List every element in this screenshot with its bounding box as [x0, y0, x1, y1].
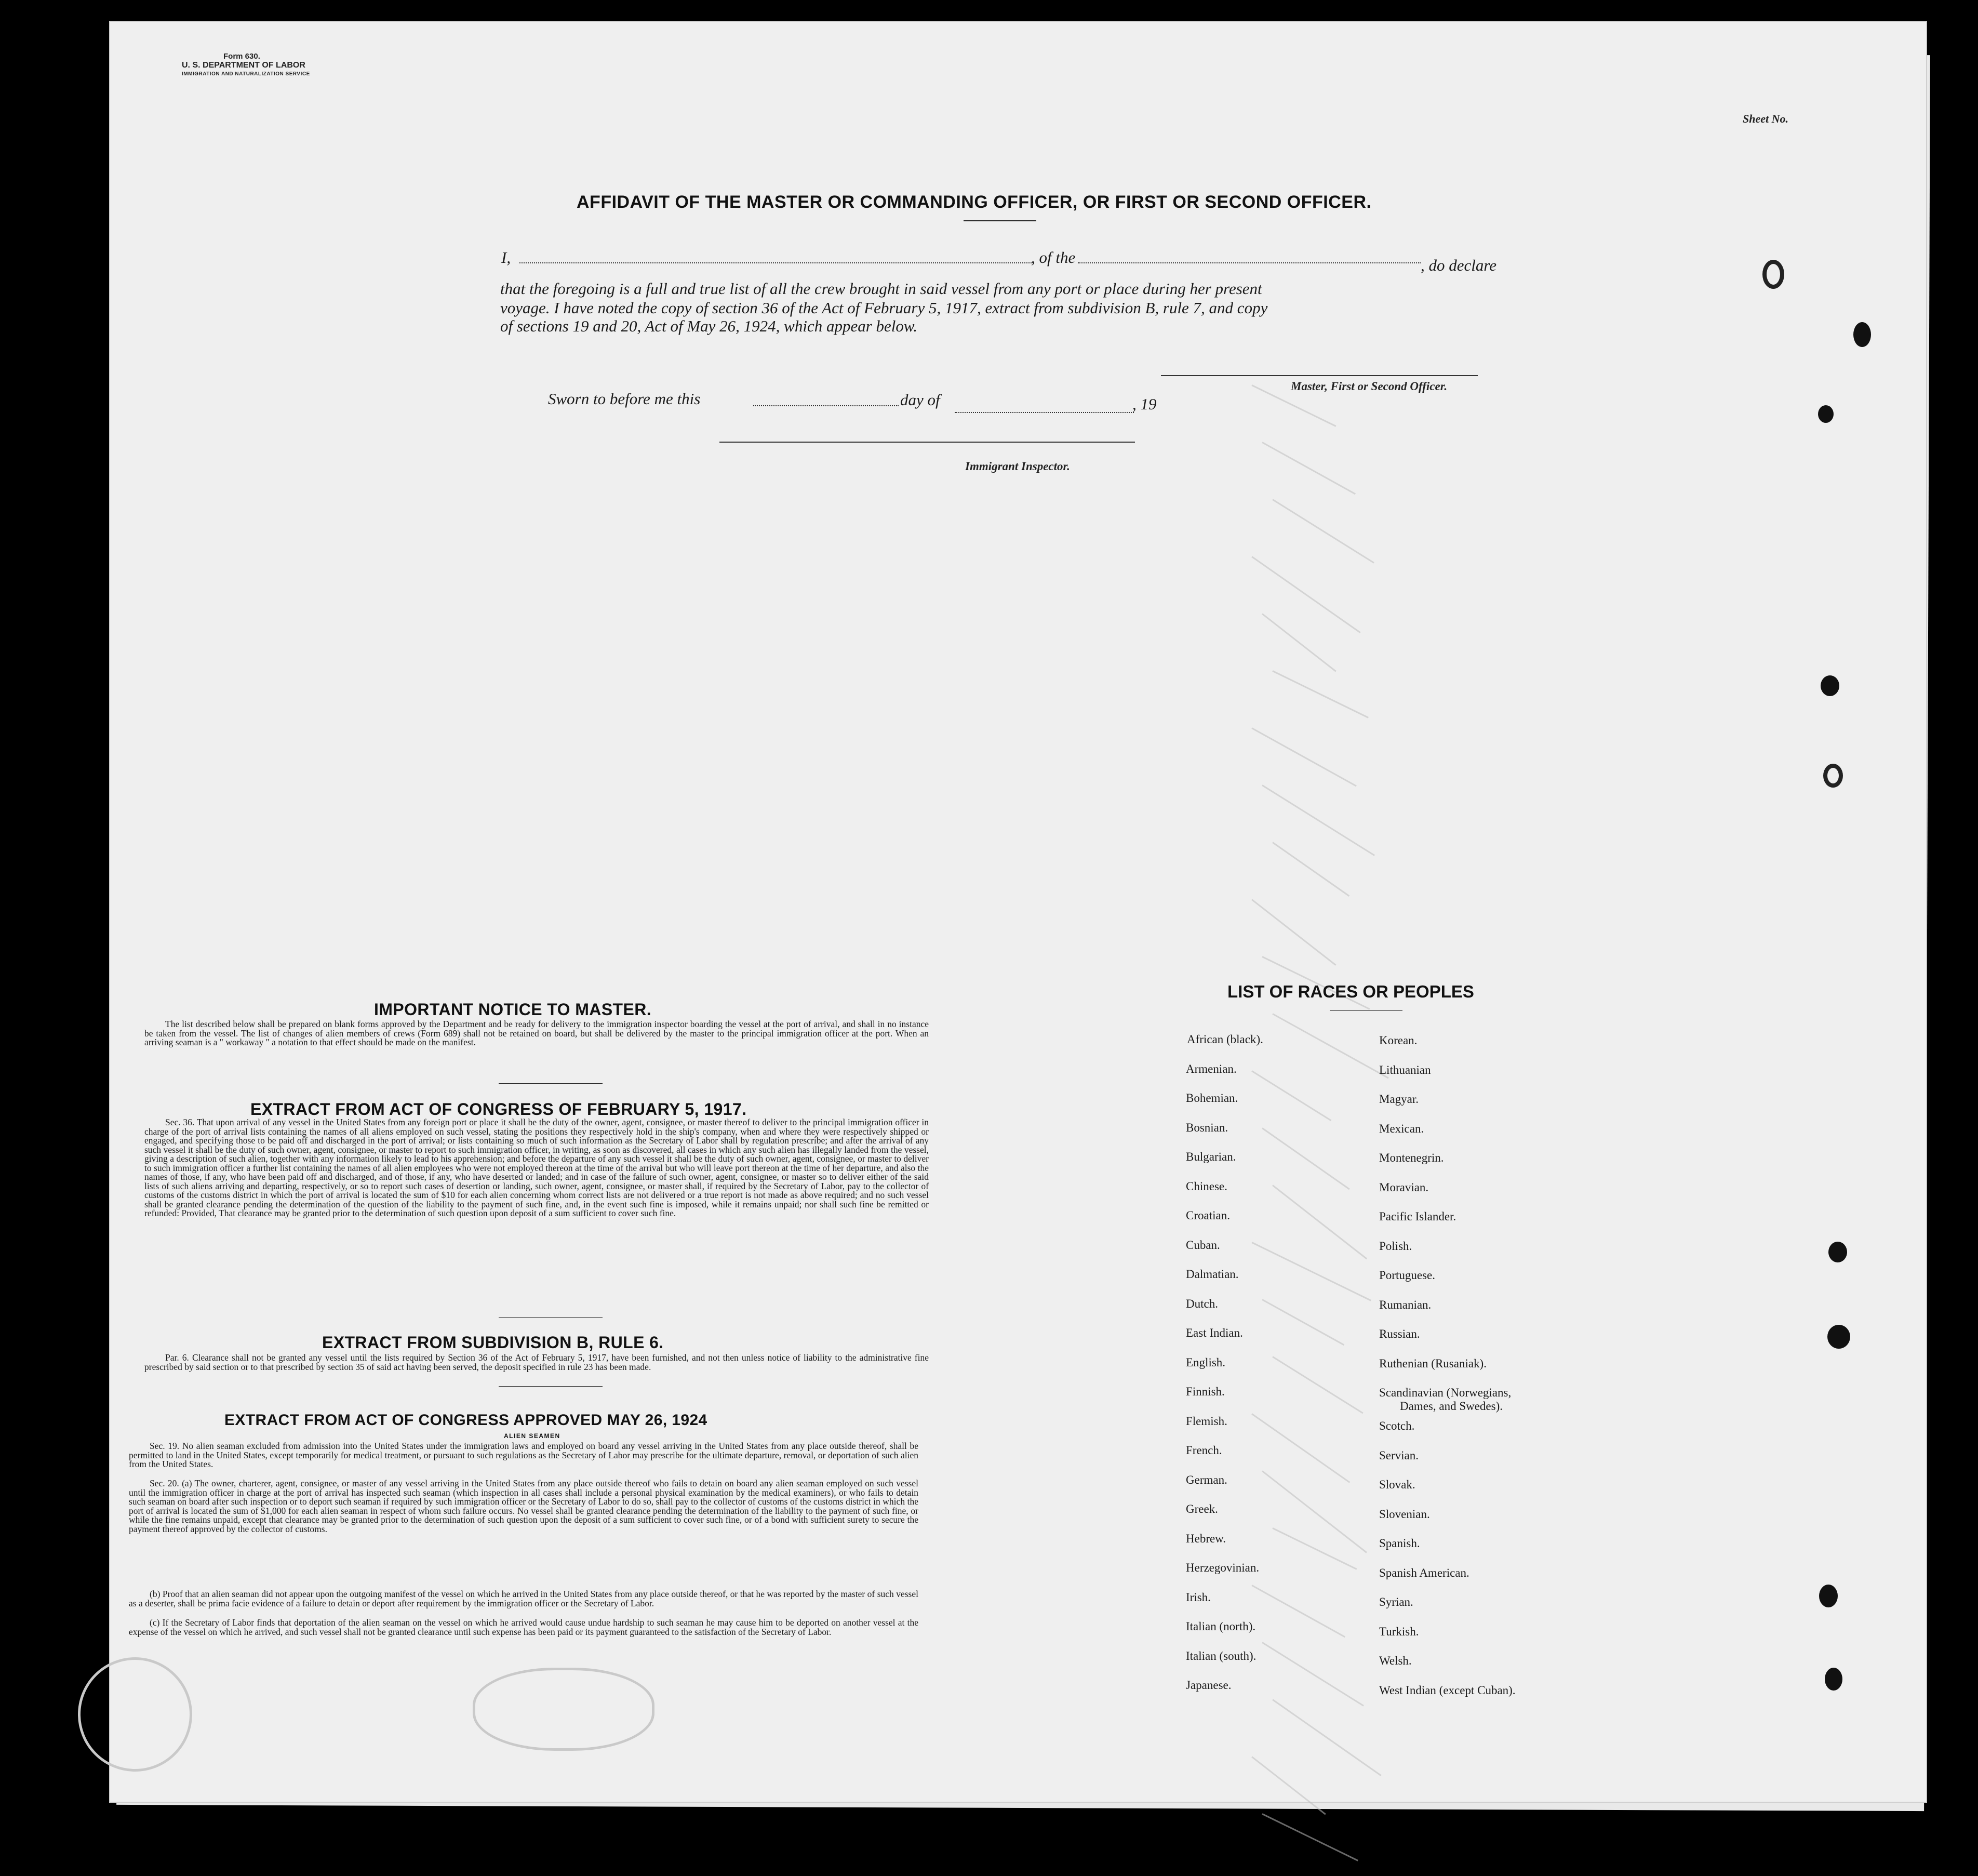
race-item: Mexican.	[1379, 1122, 1424, 1135]
master-name-field[interactable]	[519, 262, 1034, 263]
notice-body: The list described below shall be prepared on blank forms approved by the Department and be ready for delivery to the immigration inspector boarding the vessel at the port of arrival, and shall in no instance be taken from the vessel. The list of changes of alien members of crews (Form 689) shall not be retained on board, but shall be delivered by the master to the principal immigration officer at the port. When an arriving seaman is a " workaway " a notation to that effect should be made on the manifest.	[144, 1019, 929, 1047]
affidavit-i-label: I,	[501, 248, 511, 267]
extract-1924-sec20c: (c) If the Secretary of Labor finds that deportation of the alien seaman on the vessel on which he arrived would cause undue hardship to such seaman he may cause him to be deported on another vessel at the expense of the vessel on which he arrived, and such vessel shall not be granted clearance until such expense has been paid or its payment guaranteed to the satisfaction of the Secretary of Labor.	[129, 1617, 918, 1637]
race-item: Polish.	[1379, 1239, 1412, 1253]
race-item: Moravian.	[1379, 1180, 1429, 1194]
bleed-through-stroke	[1251, 727, 1357, 787]
inspector-signature-field[interactable]	[719, 442, 1135, 443]
race-item: Bohemian.	[1186, 1092, 1238, 1105]
punch-hole	[1825, 1668, 1842, 1691]
bleed-through-stroke	[1272, 1185, 1367, 1259]
race-item: Scandinavian (Norwegians,	[1379, 1386, 1512, 1399]
race-item: Turkish.	[1379, 1625, 1419, 1638]
divider	[499, 1386, 603, 1387]
service-name: IMMIGRATION AND NATURALIZATION SERVICE	[182, 71, 310, 77]
bleed-through-stroke	[1262, 1127, 1350, 1190]
bleed-through-stroke	[1251, 556, 1361, 633]
race-item: English.	[1186, 1355, 1226, 1369]
races-underline	[1330, 1010, 1402, 1011]
extract-1924-sec20a: Sec. 20. (a) The owner, charterer, agent, consignee, or master of any vessel arriving in the United States from any place outside thereof who fails to detain on board any alien seaman employed on such vessel until the immigration officer in charge at the port of arrival has inspected such seaman (which inspection in all cases shall include a personal physical examination by the medical examiners), or who fails to detain such seaman on board after such inspection or to deport such seaman if required by such immigration officer or the Secretary of Labor to do so, shall pay to the collector of customs of the customs district in which the port of arrival is located the sum of $1,000 for each alien seaman in respect of whom such failure occurs. No vessel shall be granted clearance pending the determination of the liability to the payment of such fine, or while the fine remains unpaid, except that clearance may be granted prior to the determination of such question upon the deposit of a sum sufficient to cover such fine, or of a bond with sufficient surety to secure the payment thereof approved by the collector of customs.	[129, 1478, 918, 1534]
extract-1924-title: EXTRACT FROM ACT OF CONGRESS APPROVED MAY 26, 1924	[224, 1412, 707, 1429]
race-item: Montenegrin.	[1379, 1151, 1444, 1164]
race-item: Scotch.	[1379, 1419, 1415, 1432]
race-item: Russian.	[1379, 1327, 1420, 1340]
extract-1917-title: EXTRACT FROM ACT OF CONGRESS OF FEBRUARY 5, 1917.	[250, 1100, 747, 1119]
punch-hole	[1828, 1242, 1847, 1262]
notice-title: IMPORTANT NOTICE TO MASTER.	[374, 1000, 652, 1019]
bleed-through-stroke	[1251, 1585, 1345, 1638]
race-item: Bulgarian.	[1186, 1150, 1236, 1163]
bleed-through-stroke	[1251, 1242, 1371, 1301]
bleed-through-stroke	[1272, 1699, 1382, 1776]
race-item: Portuguese.	[1379, 1269, 1435, 1282]
seal-stamp	[78, 1657, 192, 1772]
affidavit-line-4: of sections 19 and 20, Act of May 26, 1924, which appear below.	[500, 317, 918, 335]
race-item: Welsh.	[1379, 1654, 1412, 1667]
date-stamp	[473, 1668, 654, 1751]
sworn-label: Sworn to before me this	[548, 390, 701, 408]
race-item: Slovenian.	[1379, 1507, 1430, 1521]
sworn-month-field[interactable]	[955, 412, 1134, 413]
bleed-through-stroke	[1272, 1013, 1388, 1079]
sheet-number-label: Sheet No.	[1743, 112, 1788, 125]
bleed-through-stroke	[1251, 1070, 1331, 1121]
affidavit-do-declare: , do declare	[1421, 256, 1497, 274]
punch-hole	[1827, 1325, 1850, 1349]
race-item: Dalmatian.	[1186, 1268, 1239, 1281]
race-item: Croatian.	[1186, 1209, 1230, 1222]
race-item: Hebrew.	[1186, 1532, 1226, 1545]
bleed-through-stroke	[1272, 670, 1369, 719]
race-item: German.	[1186, 1473, 1227, 1486]
race-item: Syrian.	[1379, 1595, 1413, 1608]
race-item: Japanese.	[1186, 1679, 1232, 1692]
race-item: Spanish American.	[1379, 1566, 1469, 1579]
divider	[499, 1083, 603, 1084]
race-item: Spanish.	[1379, 1537, 1420, 1550]
punch-hole	[1823, 764, 1843, 788]
affidavit-line-3: voyage. I have noted the copy of section 36 of the Act of February 5, 1917, extract from subdivision B, rule 7, and copy	[500, 299, 1268, 317]
bleed-through-stroke	[1262, 1299, 1344, 1346]
race-item: Armenian.	[1186, 1062, 1237, 1075]
bleed-through-stroke	[1262, 1813, 1358, 1861]
divider	[499, 1317, 603, 1318]
extract-1924-sec20b: (b) Proof that an alien seaman did not appear upon the outgoing manifest of the vessel on which he arrived in the United States from any place outside thereof, or that he was reported by the master of such vessel as a deserter, shall be prima facie evidence of a failure to detain or deport after requirement by the immigration officer or the Secretary of Labor.	[129, 1589, 918, 1608]
race-item: Cuban.	[1186, 1238, 1220, 1252]
extract-1924-sec19: Sec. 19. No alien seaman excluded from admission into the United States under the immigration laws and employed on board any vessel arriving in the United States from any place outside thereof, shall be permitted to land in the United States, except temporarily for medical treatment, or pursuant to such regulations as the Secretary of Labor may prescribe for the ultimate departure, removal, or deportation of such alien from the United States.	[129, 1441, 918, 1469]
bleed-through-stroke	[1272, 842, 1349, 897]
affidavit-of-the: , of the	[1031, 248, 1076, 267]
form-number: Form 630.	[223, 52, 260, 61]
punch-hole	[1819, 1585, 1838, 1607]
bleed-through-stroke	[1262, 613, 1337, 672]
extract-rule6-body: Par. 6. Clearance shall not be granted any vessel until the lists required by Section 36 of the Act of February 5, 1917, have been furnished, and not then unless notice of liability to the administrative fine prescribed by said section or to that prescribed by section 35 of said act having been served, the deposit specified in rule 23 has been made.	[144, 1352, 929, 1372]
race-item: Pacific Islander.	[1379, 1210, 1456, 1223]
race-item: Irish.	[1186, 1590, 1211, 1604]
punch-hole	[1821, 675, 1839, 696]
master-signature-caption: Master, First or Second Officer.	[1291, 380, 1448, 393]
race-item: Italian (south).	[1186, 1649, 1257, 1662]
punch-hole	[1818, 405, 1834, 423]
affidavit-line-2: that the foregoing is a full and true list of all the crew brought in said vessel from any port or place during her present	[500, 280, 1262, 298]
race-item: Dutch.	[1186, 1297, 1218, 1310]
bleed-through-stroke	[1251, 1413, 1350, 1483]
race-item: West Indian (except Cuban).	[1379, 1683, 1516, 1697]
race-item: French.	[1186, 1444, 1222, 1457]
race-item: East Indian.	[1186, 1326, 1243, 1339]
extract-rule6-title: EXTRACT FROM SUBDIVISION B, RULE 6.	[322, 1333, 664, 1352]
race-item: Italian (north).	[1186, 1620, 1256, 1633]
bleed-through-stroke	[1272, 1356, 1363, 1414]
race-item: Rumanian.	[1379, 1298, 1432, 1311]
race-item: Bosnian.	[1186, 1121, 1228, 1134]
bleed-through-stroke	[1262, 1642, 1364, 1706]
vessel-name-field[interactable]	[1078, 262, 1421, 263]
affidavit-title: AFFIDAVIT OF THE MASTER OR COMMANDING OFFICER, OR FIRST OR SECOND OFFICER.	[577, 192, 1372, 212]
race-item: Slovak.	[1379, 1478, 1415, 1491]
race-item: Finnish.	[1186, 1385, 1225, 1398]
sworn-year-label: , 19	[1132, 395, 1157, 413]
race-item: Korean.	[1379, 1034, 1418, 1047]
race-item: Lithuanian	[1379, 1063, 1431, 1076]
inspector-caption: Immigrant Inspector.	[965, 460, 1070, 473]
race-item: Dames, and Swedes).	[1400, 1400, 1503, 1413]
bleed-through-stroke	[1262, 442, 1356, 495]
race-item: African (black).	[1187, 1033, 1263, 1046]
bleed-through-stroke	[1272, 499, 1374, 563]
punch-hole	[1762, 260, 1784, 289]
race-item: Flemish.	[1186, 1414, 1227, 1428]
race-item: Magyar.	[1379, 1093, 1419, 1106]
alien-seamen-subtitle: ALIEN SEAMEN	[504, 1432, 560, 1440]
bleed-through-stroke	[1262, 1470, 1367, 1553]
punch-hole	[1853, 322, 1871, 347]
department-name: U. S. DEPARTMENT OF LABOR	[182, 61, 305, 70]
races-title: LIST OF RACES OR PEOPLES	[1227, 982, 1474, 1001]
form-header	[182, 52, 310, 78]
sworn-day-field[interactable]	[753, 405, 899, 406]
master-signature-field[interactable]	[1161, 375, 1478, 376]
race-item: Chinese.	[1186, 1179, 1227, 1193]
title-underline	[964, 220, 1036, 221]
day-of-label: day of	[900, 391, 940, 409]
race-item: Herzegovinian.	[1186, 1561, 1260, 1574]
race-item: Servian.	[1379, 1448, 1419, 1462]
race-item: Greek.	[1186, 1502, 1218, 1515]
extract-1917-body: Sec. 36. That upon arrival of any vessel in the United States from any foreign port or place it shall be the duty of the owner, agent, consignee, or master thereof to deliver to the principal immigration officer in charge of the port of arrival lists containing the names of all aliens employed on such vessel, stating the positions they respectively hold in the ship's company, when and where they were respectively shipped or engaged, and specifying those to be paid off and discharged in the port of arrival; or lists containing so much of such information as the Secretary of Labor shall by regulation prescribe; and after the arrival of any such vessel it shall be the duty of such owner, agent, consignee, or master to report to such immigration officer, in writing, as soon as discovered, all cases in which any such alien has illegally landed from the vessel, giving a description of such alien, together with any information likely to lead to his apprehension; and before the departure of any such vessel it shall be the duty of such owner, agent, consignee, or master to deliver to such immigration officer a further list containing the names of all alien employees who were not employed thereon at the time of the arrival but who will leave port thereon at the time of her departure, and also the names of those, if any, who have been paid off and discharged, and of those, if any, who have deserted or landed; and in case of the failure of such owner, agent, consignee, or master so to deliver either of the said lists of such aliens arriving and departing, respectively, or so to report such cases of desertion or landing, such owner, agent, consignee, or master shall, if required by the Secretary of Labor, pay to the collector of customs of the customs district in which the port of arrival is located the sum of $10 for each alien concerning whom correct lists are not delivered or a true report is not made as above required; and no such vessel shall be granted clearance pending the determination of the question of the liability to the payment of such fine, and, in the event such fine is imposed, while it remains unpaid; nor shall such fine be remitted or refunded: Provided, That clearance may be granted prior to the determination of such question upon deposit of a sum sufficient to cover such fine.	[144, 1117, 929, 1218]
race-item: Ruthenian (Rusaniak).	[1379, 1356, 1487, 1370]
bleed-through-stroke	[1251, 899, 1336, 966]
